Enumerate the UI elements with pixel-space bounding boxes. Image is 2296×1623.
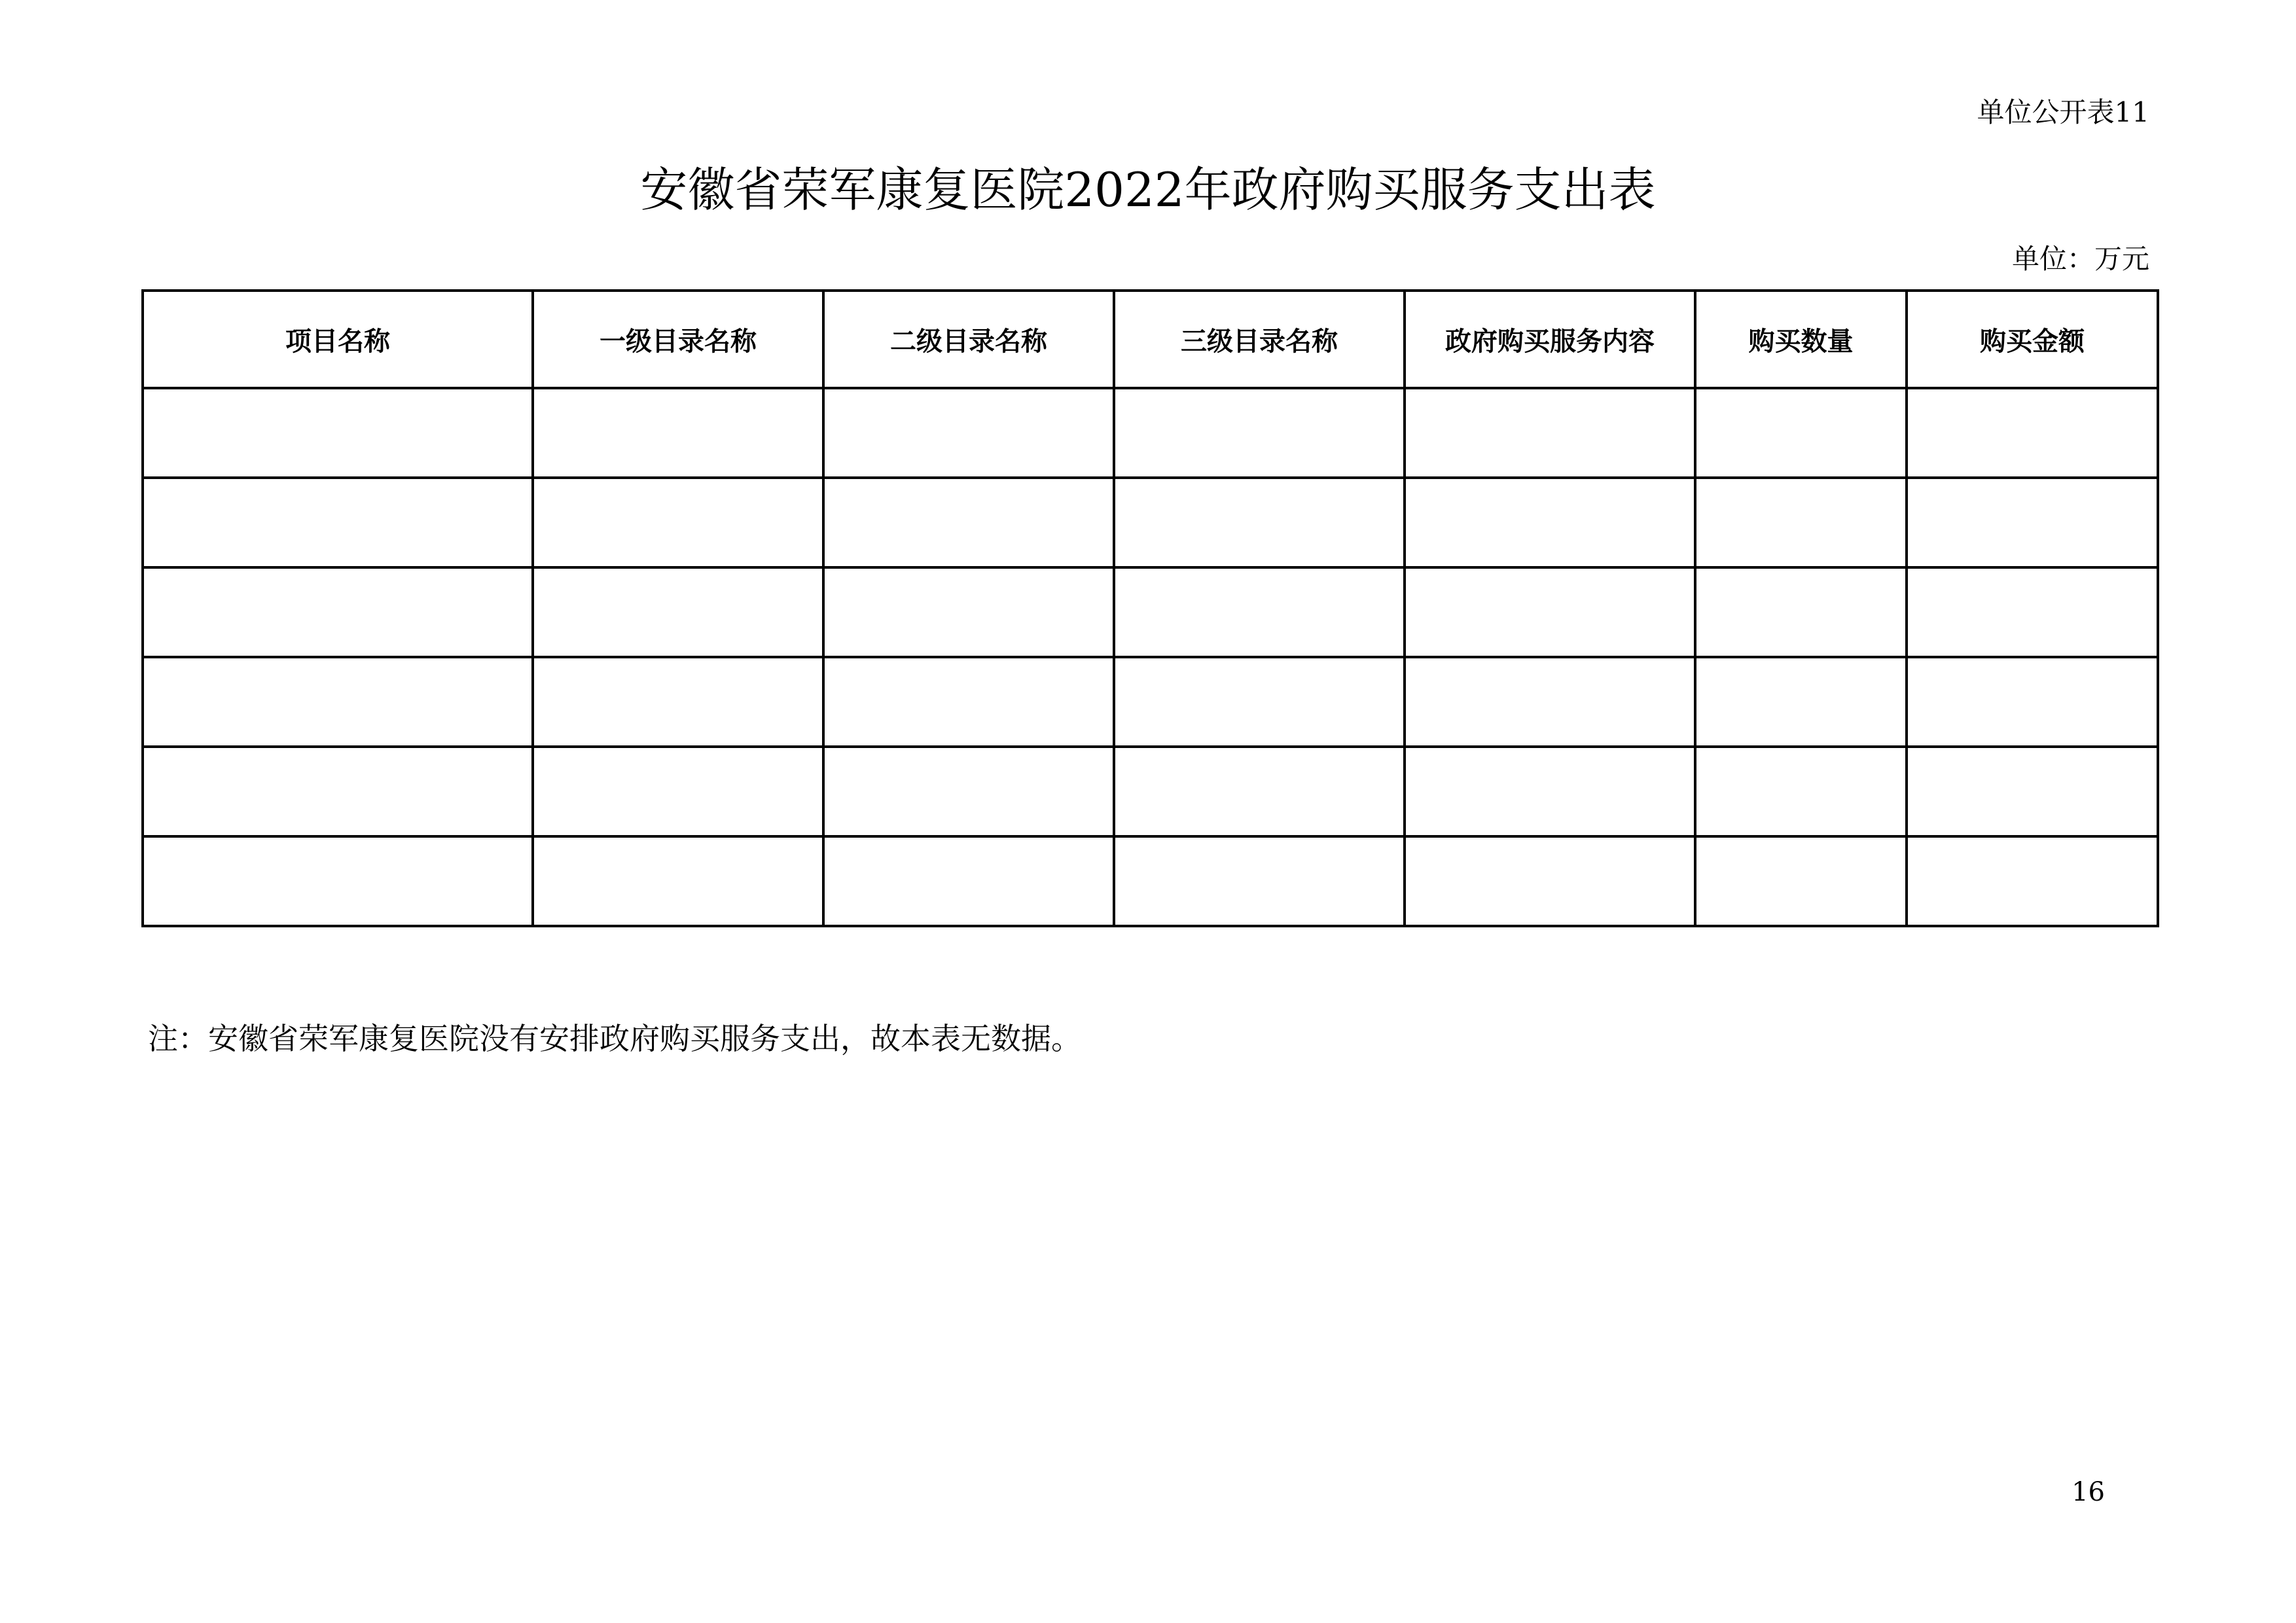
table-row (143, 478, 2158, 567)
table-row (143, 747, 2158, 836)
table-cell (1695, 478, 1907, 567)
table-cell (1907, 388, 2158, 478)
table-cell (1405, 567, 1695, 657)
table-cell (143, 388, 533, 478)
table-row (143, 567, 2158, 657)
expenditure-table (141, 289, 2159, 927)
table-cell (1405, 836, 1695, 926)
table-cell (823, 657, 1114, 747)
table-row (143, 657, 2158, 747)
table-cell (143, 657, 533, 747)
table-number: 单位公开表11 (1977, 96, 2149, 128)
table-cell (143, 747, 533, 836)
table-cell (1114, 657, 1405, 747)
table-cell (1405, 747, 1695, 836)
table-cell (1114, 478, 1405, 567)
table-row (143, 388, 2158, 478)
column-header-project-name: 项目名称 (143, 291, 533, 388)
table-cell (1114, 388, 1405, 478)
table-cell (1114, 567, 1405, 657)
table-cell (1695, 657, 1907, 747)
table-cell (533, 747, 823, 836)
table-cell (1907, 836, 2158, 926)
table-cell (1405, 388, 1695, 478)
table-cell (1695, 747, 1907, 836)
table-cell (143, 567, 533, 657)
table-cell (823, 388, 1114, 478)
table-cell (533, 836, 823, 926)
table-cell (533, 567, 823, 657)
table-cell (533, 388, 823, 478)
table-cell (1405, 657, 1695, 747)
page-title: 安徽省荣军康复医院2022年政府购买服务支出表 (640, 162, 1656, 217)
table-cell (1695, 836, 1907, 926)
page-number: 16 (2072, 1477, 2105, 1507)
table-cell (1695, 388, 1907, 478)
table-cell (1695, 567, 1907, 657)
column-header-amount: 购买金额 (1907, 291, 2158, 388)
table-cell (143, 478, 533, 567)
unit-label: 单位：万元 (2011, 243, 2149, 275)
footnote: 注：安徽省荣军康复医院没有安排政府购买服务支出，故本表无数据。 (148, 1021, 1081, 1056)
table-row (143, 836, 2158, 926)
column-header-level2-catalog: 二级目录名称 (823, 291, 1114, 388)
table-header-row (143, 291, 2158, 388)
column-header-quantity: 购买数量 (1695, 291, 1907, 388)
table-cell (143, 836, 533, 926)
table-cell (823, 567, 1114, 657)
column-header-level3-catalog: 三级目录名称 (1114, 291, 1405, 388)
table-cell (1907, 478, 2158, 567)
table-cell (1907, 747, 2158, 836)
table-cell (1405, 478, 1695, 567)
column-header-level1-catalog: 一级目录名称 (533, 291, 823, 388)
column-header-service-content: 政府购买服务内容 (1405, 291, 1695, 388)
table-cell (533, 657, 823, 747)
table-cell (1907, 567, 2158, 657)
table-cell (1907, 657, 2158, 747)
table-cell (533, 478, 823, 567)
table-cell (1114, 747, 1405, 836)
table-cell (823, 747, 1114, 836)
table-cell (823, 836, 1114, 926)
table-cell (1114, 836, 1405, 926)
table-cell (823, 478, 1114, 567)
